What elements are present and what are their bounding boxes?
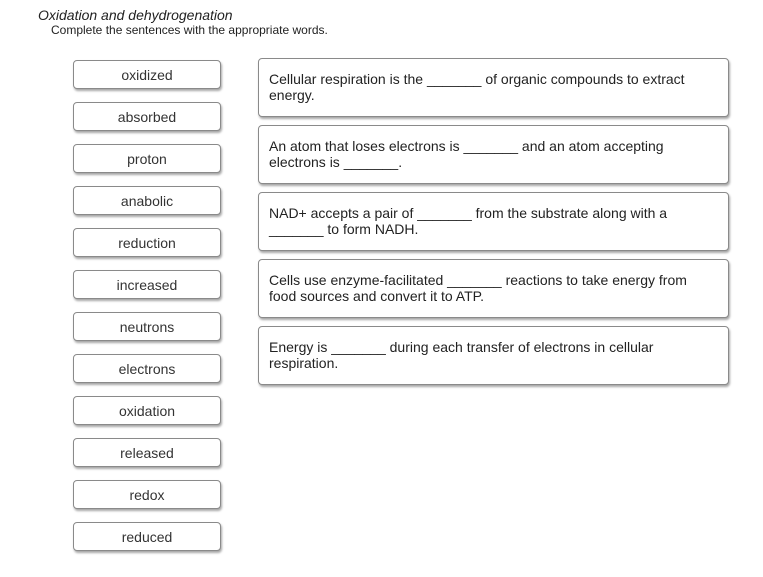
sentence-drop-target[interactable]: NAD+ accepts a pair of _______ from the substrate along with a _______ to form NADH. bbox=[258, 192, 729, 251]
word-tile-electrons[interactable]: electrons bbox=[73, 354, 221, 383]
activity-title: Oxidation and dehydrogenation bbox=[38, 7, 233, 23]
word-tile-oxidation[interactable]: oxidation bbox=[73, 396, 221, 425]
sentence-drop-target[interactable]: Cells use enzyme-facilitated _______ reactions to take energy from food sources and convert it to ATP. bbox=[258, 259, 729, 318]
word-tile-proton[interactable]: proton bbox=[73, 144, 221, 173]
word-tile-reduced[interactable]: reduced bbox=[73, 522, 221, 551]
word-tile-oxidized[interactable]: oxidized bbox=[73, 60, 221, 89]
word-tile-increased[interactable]: increased bbox=[73, 270, 221, 299]
sentence-drop-target[interactable]: Cellular respiration is the _______ of organic compounds to extract energy. bbox=[258, 58, 729, 117]
sentence-drop-target[interactable]: Energy is _______ during each transfer of electrons in cellular respiration. bbox=[258, 326, 729, 385]
activity-instructions: Complete the sentences with the appropriate words. bbox=[51, 23, 328, 37]
sentence-drop-target[interactable]: An atom that loses electrons is _______ and an atom accepting electrons is _______. bbox=[258, 125, 729, 184]
word-tile-absorbed[interactable]: absorbed bbox=[73, 102, 221, 131]
word-tile-reduction[interactable]: reduction bbox=[73, 228, 221, 257]
word-tile-redox[interactable]: redox bbox=[73, 480, 221, 509]
word-tile-neutrons[interactable]: neutrons bbox=[73, 312, 221, 341]
word-tile-released[interactable]: released bbox=[73, 438, 221, 467]
word-tile-anabolic[interactable]: anabolic bbox=[73, 186, 221, 215]
